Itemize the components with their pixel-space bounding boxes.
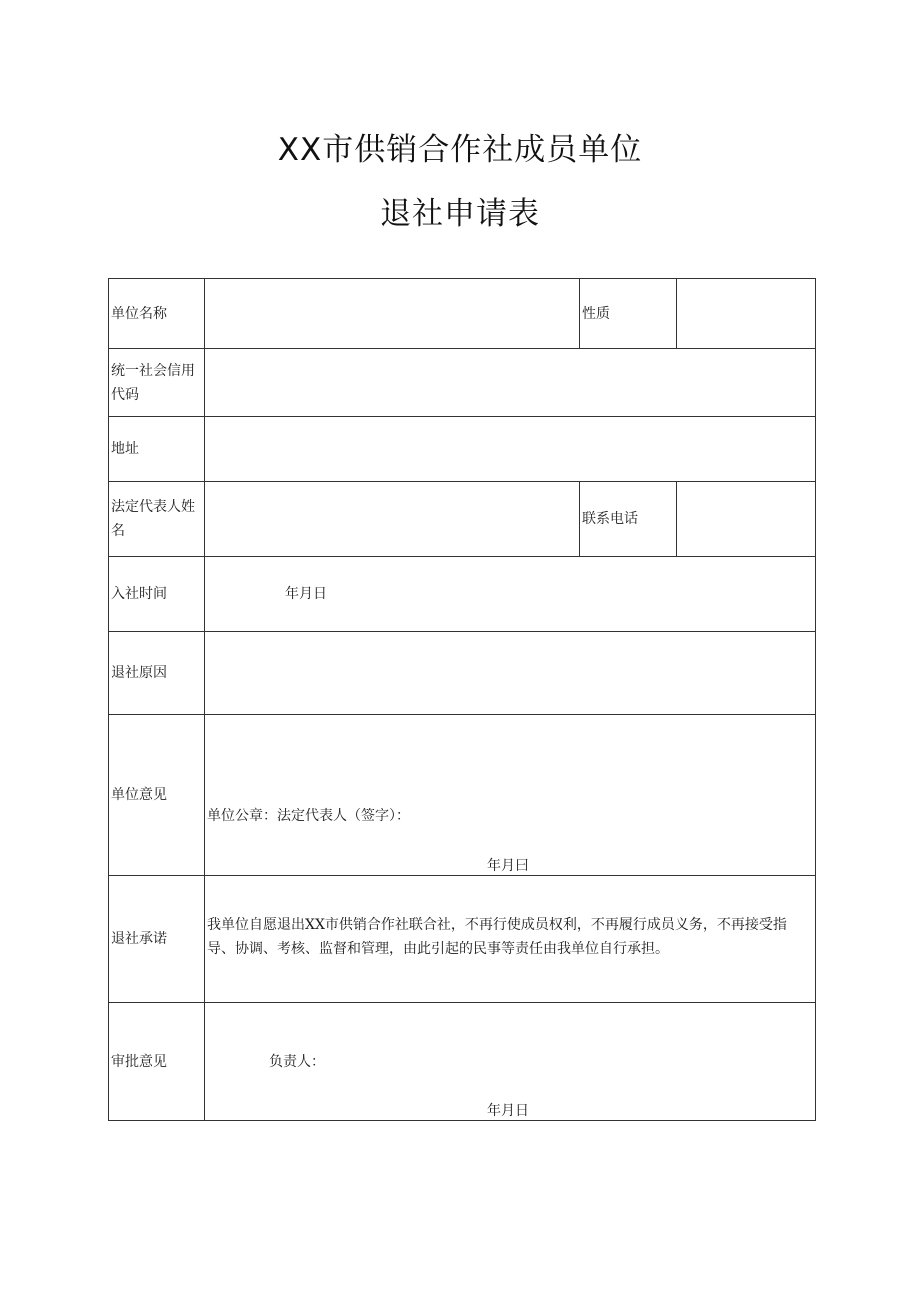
address-label: 地址 bbox=[109, 417, 205, 482]
legal-rep-field[interactable] bbox=[205, 482, 580, 557]
nature-label: 性质 bbox=[580, 279, 677, 349]
approval-person: 负责人： bbox=[269, 1054, 325, 1070]
form-title-line1: XX市供销合作社成员单位 bbox=[277, 132, 643, 168]
credit-code-label: 统一社会信用代码 bbox=[109, 349, 205, 417]
commitment-field bbox=[205, 876, 816, 1003]
credit-code-field[interactable] bbox=[205, 349, 816, 417]
unit-opinion-label: 单位意见 bbox=[109, 715, 205, 876]
row-unit-name bbox=[109, 279, 816, 349]
unit-name-field[interactable] bbox=[205, 279, 580, 349]
unit-opinion-seal: 单位公章：法定代表人（签字）： bbox=[207, 808, 410, 824]
row-legal-rep bbox=[109, 482, 816, 557]
unit-opinion-field[interactable] bbox=[205, 715, 816, 876]
row-unit-opinion bbox=[109, 715, 816, 876]
approval-field[interactable] bbox=[205, 1003, 816, 1121]
phone-field[interactable] bbox=[677, 482, 816, 557]
row-reason bbox=[109, 632, 816, 715]
row-address bbox=[109, 417, 816, 482]
nature-field[interactable] bbox=[677, 279, 816, 349]
approval-label: 审批意见 bbox=[109, 1003, 205, 1121]
phone-label: 联系电话 bbox=[580, 482, 677, 557]
approval-date: 年月日 bbox=[487, 1103, 529, 1119]
legal-rep-label: 法定代表人姓名 bbox=[109, 482, 205, 557]
row-commitment bbox=[109, 876, 816, 1003]
unit-name-label: 单位名称 bbox=[109, 279, 205, 349]
reason-field[interactable] bbox=[205, 632, 816, 715]
row-credit-code bbox=[109, 349, 816, 417]
form-title-line2: 退社申请表 bbox=[380, 196, 540, 232]
join-time-field[interactable] bbox=[205, 557, 816, 632]
row-join-time bbox=[109, 557, 816, 632]
join-time-value: 年月日 bbox=[285, 586, 327, 602]
unit-opinion-date: 年月曰 bbox=[487, 858, 529, 874]
reason-label: 退社原因 bbox=[109, 632, 205, 715]
commitment-label: 退社承诺 bbox=[109, 876, 205, 1003]
row-approval bbox=[109, 1003, 816, 1121]
join-time-label: 入社时间 bbox=[109, 557, 205, 632]
application-form-table bbox=[108, 278, 816, 1121]
address-field[interactable] bbox=[205, 417, 816, 482]
commitment-text: 我单位自愿退出XX市供销合作社联合社，不再行使成员权利，不再履行成员义务，不再接受指导、协调、考核、监督和管理，由此引起的民事等责任由我单位自行承担。 bbox=[207, 917, 787, 957]
